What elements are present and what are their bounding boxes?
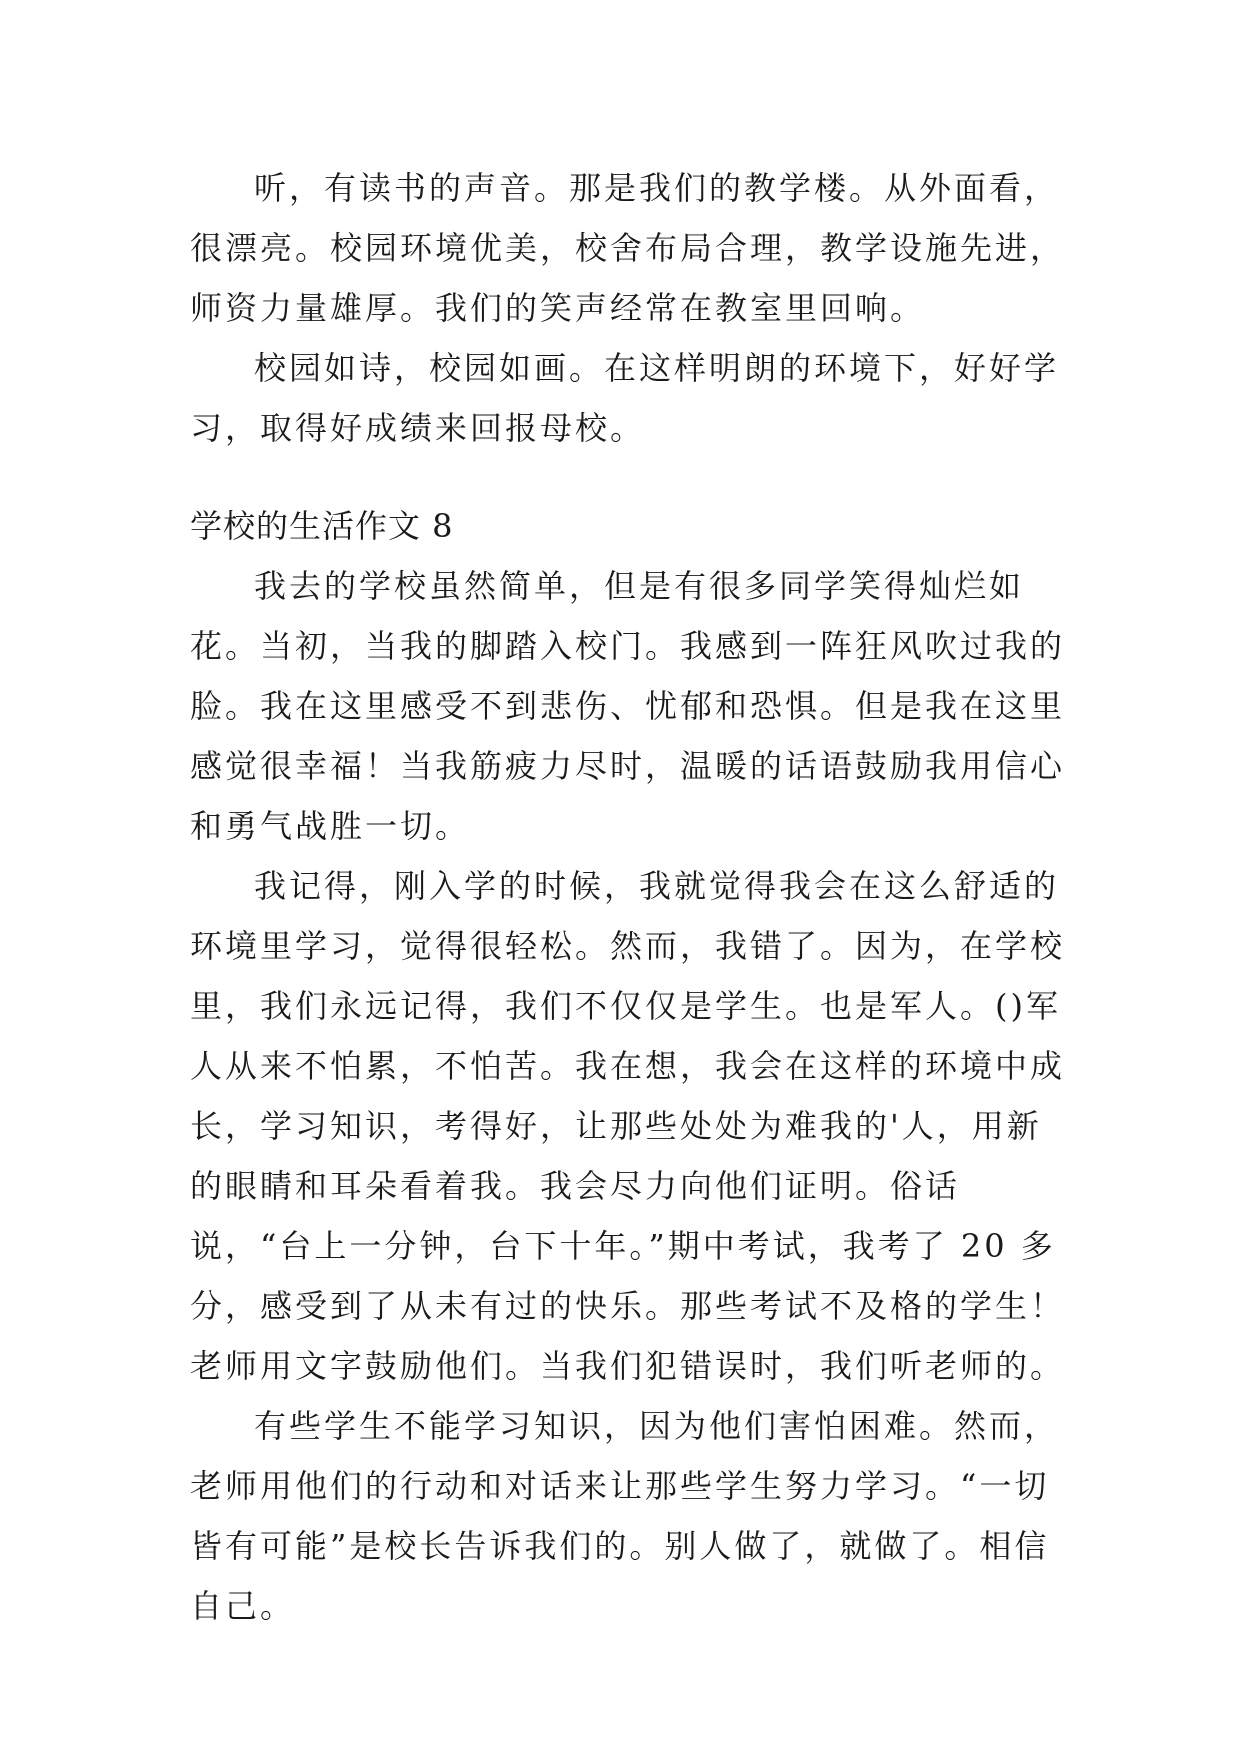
paragraph: 我去的学校虽然简单，但是有很多同学笑得灿烂如花。当初，当我的脚踏入校门。我感到一阵狂风吹过我的脸。我在这里感受不到悲伤、忧郁和恐惧。但是我在这里感觉很幸福！当我筋疲力尽时，温暖的话语鼓励我用信心和勇气战胜一切。 xyxy=(190,567,1066,845)
paragraph: 校园如诗，校园如画。在这样明朗的环境下，好好学习，取得好成绩来回报母校。 xyxy=(190,349,1060,447)
section-title: 学校的生活作文 8 xyxy=(190,507,454,545)
paragraph: 听，有读书的声音。那是我们的教学楼。从外面看，很漂亮。校园环境优美，校舍布局合理，教学设施先进，师资力量雄厚。我们的笑声经常在教室里回响。 xyxy=(190,169,1066,327)
paragraph: 有些学生不能学习知识，因为他们害怕困难。然而，老师用他们的行动和对话来让那些学生努力学习。“一切皆有可能”是校长告诉我们的。别人做了，就做了。相信自己。 xyxy=(190,1407,1060,1625)
paragraph: 我记得，刚入学的时候，我就觉得我会在这么舒适的环境里学习，觉得很轻松。然而，我错了。因为，在学校里，我们永远记得，我们不仅仅是学生。也是军人。()军人从来不怕累，不怕苦。我在想，我会在这样的环境中成长，学习知识，考得好，让那些处处为难我的'人，用新的眼睛和耳朵看着我。我会尽力向他们证明。俗话说，“台上一分钟，台下十年。”期中考试，我考了 20 多分，感受到了从未有过的快乐。那些考试不及格的学生！老师用文字鼓励他们。当我们犯错误时，我们听老师的。 xyxy=(190,867,1066,1385)
document-body xyxy=(190,158,1070,1636)
